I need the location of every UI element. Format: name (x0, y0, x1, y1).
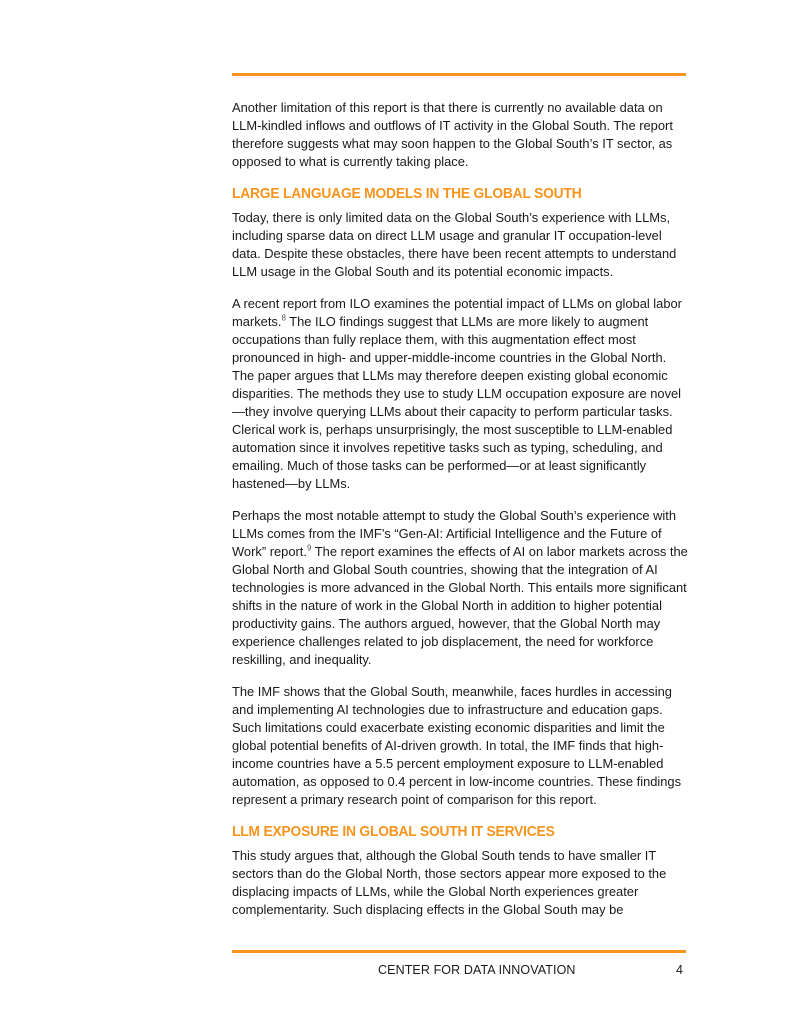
paragraph-ilo-report (232, 295, 690, 493)
paragraph-limitations: Another limitation of this report is that there is currently no available data on LLM-kindled inflows and outflows of IT activity in the Global South. The report therefore suggests what may soon happen to the Global South’s IT sector, as opposed to what is currently taking place. (232, 100, 673, 169)
footnote-ref-8[interactable]: 8 (281, 313, 286, 323)
section-heading-llm-global-south: LARGE LANGUAGE MODELS IN THE GLOBAL SOUTH (232, 185, 582, 202)
ilo-text-start: A recent report from ILO examines the potential impact of LLMs on global labor markets. (232, 296, 682, 329)
paragraph-imf-findings: The IMF shows that the Global South, meanwhile, faces hurdles in accessing and implementing AI technologies due to infrastructure and education gaps. Such limitations could exacerbate existing economic disparities and limit the global potential benefits of AI-driven growth. In total, the IMF finds that high-income countries have a 5.5 percent employment exposure to LLM-enabled automation, as opposed to 0.4 percent in low-income countries. These findings represent a primary research point of comparison for this report. (232, 684, 682, 807)
page-footer (0, 962, 791, 980)
section-heading-llm-exposure: LLM EXPOSURE IN GLOBAL SOUTH IT SERVICES (232, 823, 555, 840)
header-rule (232, 73, 686, 76)
imf-text-start: Perhaps the most notable attempt to study the Global South’s experience with LLMs comes from the IMF’s “Gen-AI: Artificial Intelligence and the Future of Work” report. (232, 508, 677, 559)
footer-rule (232, 950, 686, 953)
paragraph-imf-report (232, 507, 690, 669)
document-body (232, 99, 690, 933)
ilo-text-rest: The ILO findings suggest that LLMs are more likely to augment occupations than fully replace them, with this augmentation effect most pronounced in high- and upper-middle-income countries in the Global North. The paper argues that LLMs may therefore deepen existing global economic disparities. The methods they use to study LLM occupation exposure are novel—they involve querying LLMs about their capacity to perform particular tasks. Clerical work is, perhaps unsurprisingly, the most susceptible to LLM-enabled automation since it involves repetitive tasks such as typing, scheduling, and emailing. Much of those tasks can be performed—or at least significantly hastened—by LLMs. (232, 314, 682, 491)
page-number: 4 (676, 963, 683, 977)
paragraph-limited-data: Today, there is only limited data on the Global South’s experience with LLMs, including sparse data on direct LLM usage and granular IT occupation-level data. Despite these obstacles, there have been recent attempts to understand LLM usage in the Global South and its potential economic impacts. (232, 210, 677, 279)
footer-organization: CENTER FOR DATA INNOVATION (378, 963, 576, 977)
paragraph-study-argues: This study argues that, although the Global South tends to have smaller IT sectors than do the Global North, those sectors appear more exposed to the displacing impacts of LLMs, while the Global North experiences greater complementarity. Such displacing effects in the Global South may be (232, 848, 667, 917)
footnote-ref-9[interactable]: 9 (306, 543, 312, 553)
imf-text-rest: The report examines the effects of AI on labor markets across the Global North and Global South countries, showing that the integration of AI technologies is more advanced in the Global North. This entails more significant shifts in the nature of work in the Global North in addition to higher potential productivity gains. The authors argued, however, that the Global North may experience challenges related to job displacement, the need for workforce reskilling, and inequality. (232, 544, 688, 667)
